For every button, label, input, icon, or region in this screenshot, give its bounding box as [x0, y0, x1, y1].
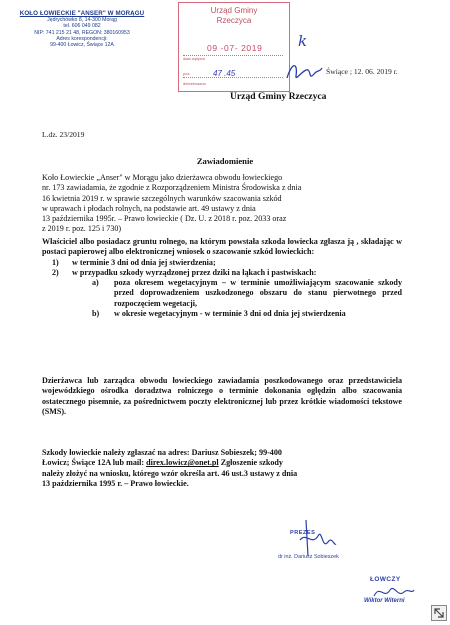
- list-item: 1) w terminie 3 dni od dnia jej stwierdzenia;: [52, 257, 216, 267]
- intro-line: Koło Łowieckie „Anser" w Morągu jako dzierżawca obwodu łowieckiego: [42, 173, 283, 182]
- sender-correspondence-address: 99-400 Łowicz, Świące 12A: [50, 41, 114, 48]
- receipt-stamp: [178, 2, 290, 92]
- tenant-paragraph: Dzierżawca lub zarządca obwodu łowieckiego zawiadamia poszkodowanego oraz przedstawiciela wojewódzkiego ośrodka doradztwa rolniczego o terminie dokonania oględzin albo szacowania ostatecznego pisemnie, za pośrednictwem poczty elektronicznej lub przez krótkie wiadomości tekstowe (SMS).: [42, 376, 402, 416]
- president-name: dr inż. Dariusz Sobieszek: [278, 554, 339, 560]
- receipt-town: Rzeczyca: [216, 15, 252, 25]
- president-role: PREZES: [290, 530, 316, 536]
- intro-line: 16 kwietnia 2019 r. w sprawie szczególnych warunków szacowania szkód: [42, 193, 282, 203]
- reference-number: L.dz. 23/2019: [42, 130, 85, 139]
- intro-line: w uprawach i płodach rolnych, na podstawie art. 49 ustawy z dnia: [42, 203, 256, 213]
- receipt-date: 09 -07- 2019: [207, 43, 263, 53]
- sub-list-item: a) poza okresem wegetacyjnym – w terminie umożliwiającym szacowanie szkody przed doprowadzeniem uszkodzonego obszaru do stanu pierwotnego przed rozpoczęciem wegetacji,: [92, 278, 402, 308]
- handwritten-initial: k: [298, 32, 308, 50]
- sub-list-item: b) w okresie wegetacyjnym - w terminie 3 dni od dnia jej stwierdzenia: [92, 309, 346, 319]
- list-item: 2) w przypadku szkody wyrządzonej przez dziki na łąkach i pastwiskach:: [52, 267, 317, 277]
- email-link[interactable]: direx.lowicz@onet.pl: [146, 458, 219, 468]
- hunter-role: ŁOWCZY: [370, 576, 401, 583]
- sender-phone: tel. 606 049 082: [63, 23, 101, 30]
- owner-paragraph: Właściciel albo posiadacz gruntu rolnego, na którym powstała szkoda łowiecka zgłasza ją , składając w postaci papierowej albo elektronicznej wniosek o szacowanie szkód łowieckich:: [42, 237, 402, 257]
- report-paragraph: Szkody łowieckie należy zgłaszać na adres: Dariusz Sobieszek; 99-400 Łowicz; Świące 12A lub mail: direx.lowicz@onet.pl Zgłoszenie szkody należy złożyć na wniosku, którego wzór określa art. 46 ust.3 ustawy z dnia 13 października 1995 r. – Prawo łowieckie.: [42, 448, 298, 488]
- document-title: Zawiadomienie: [196, 156, 254, 166]
- sender-name: KOŁO ŁOWIECKIE "ANSER" W MORĄGU: [19, 10, 145, 17]
- handwritten-signature-scribble: [284, 58, 324, 86]
- recipient: Urząd Gminy Rzeczyca: [230, 91, 327, 102]
- sender-stamp: [18, 10, 146, 48]
- deadline-list: [42, 258, 402, 279]
- receipt-date-label: data wpływu: [183, 56, 206, 61]
- receipt-number: 47 .45: [213, 69, 236, 78]
- receipt-office: Urząd Gminy: [210, 6, 258, 15]
- intro-line: 13 października 1995r. – Prawo łowieckie ( Dz. U. z 2018 r. poz. 2033 oraz: [42, 214, 287, 224]
- intro-line: nr. 173 zawiadamia, że zgodnie z Rozporządzeniem Ministra Środowiska z dnia: [42, 183, 302, 193]
- receipt-number-label: poz.: [183, 71, 191, 76]
- intro-paragraph: [42, 173, 402, 235]
- expand-icon[interactable]: [431, 605, 447, 621]
- sender-correspondence-label: Adres korespondencji:: [56, 35, 108, 42]
- owner-section: [42, 237, 402, 319]
- receipt-dept-label: dekretowano: [183, 81, 206, 86]
- place-date: Świące ; 12. 06. 2019 r.: [326, 67, 398, 76]
- expand-arrow-icon: [432, 606, 446, 620]
- sender-address: Jędrychówko 8, 14-300 Morąg: [47, 17, 117, 24]
- hunter-name: Wiktor Witerni: [364, 598, 405, 604]
- intro-line: z 2019 r. poz. 125 i 730): [42, 224, 122, 234]
- sub-list: [42, 278, 402, 319]
- sender-ids: NIP: 741 215 21 48, REGON: 380160953: [34, 29, 130, 36]
